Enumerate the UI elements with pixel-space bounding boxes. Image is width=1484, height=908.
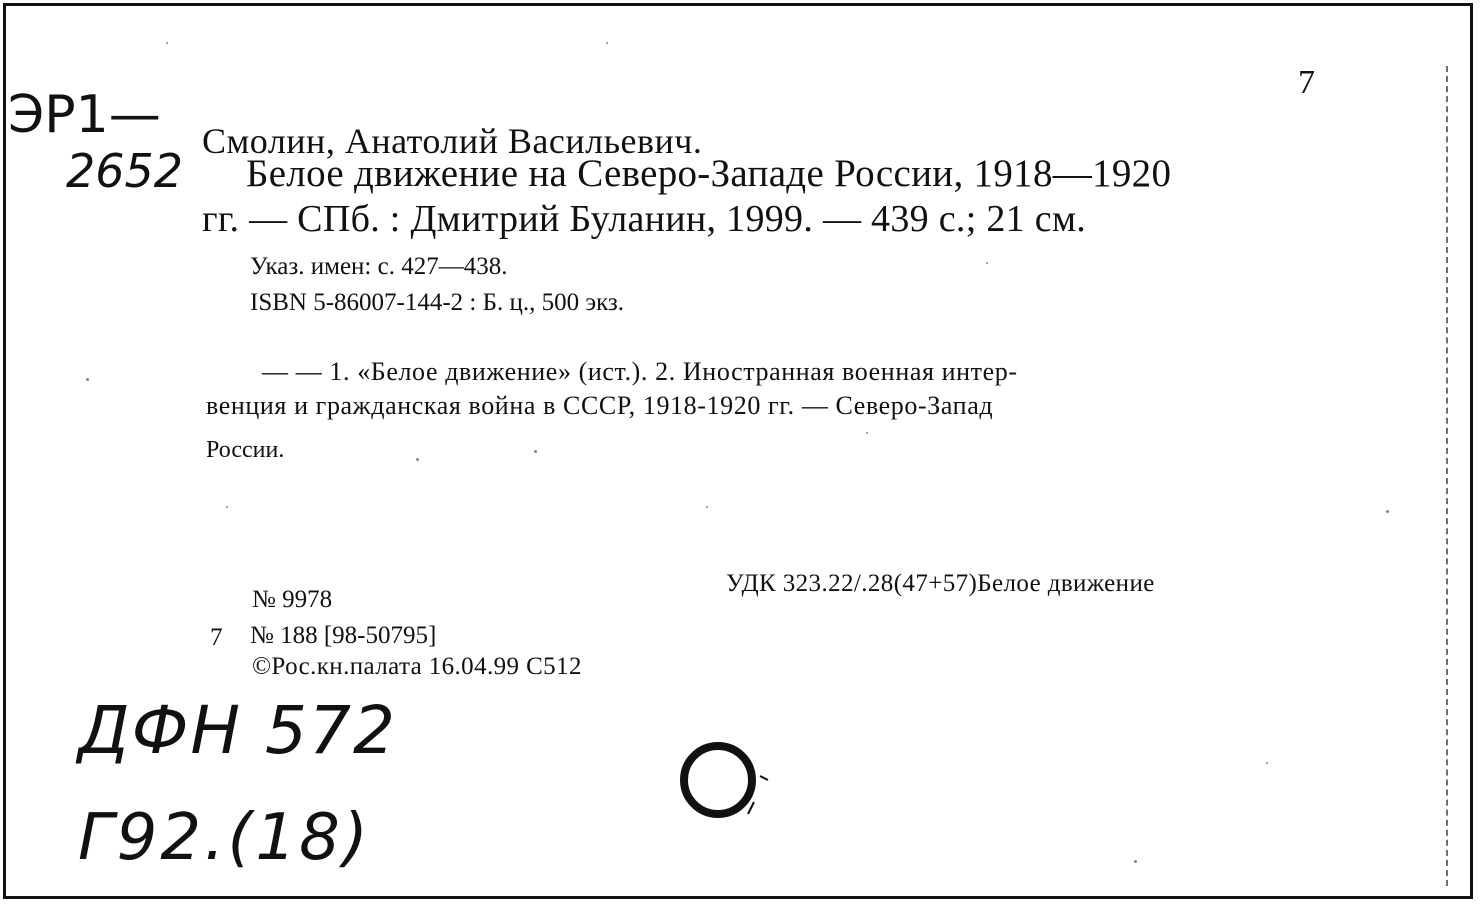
scan-speck bbox=[986, 262, 988, 264]
handwritten-shelf-mark-2: 2652 bbox=[66, 144, 184, 198]
handwritten-shelf-mark-4: Г92.(18) bbox=[78, 801, 371, 875]
scan-speck bbox=[706, 506, 708, 508]
title-line-1: Белое движение на Северо-Западе России, 1918—1920 bbox=[246, 152, 1172, 195]
scan-speck bbox=[1386, 510, 1389, 513]
card-number-2-prefix: 7 bbox=[210, 624, 223, 651]
scan-speck bbox=[1266, 762, 1268, 764]
card-number-1: № 9978 bbox=[252, 586, 333, 613]
scan-speck bbox=[1134, 860, 1137, 863]
page-number: 7 bbox=[1298, 64, 1315, 101]
scan-speck bbox=[226, 506, 228, 508]
card-edge-rule bbox=[1446, 66, 1451, 886]
handwritten-shelf-mark-1: ЭР1— bbox=[8, 85, 161, 145]
scan-speck bbox=[166, 42, 168, 44]
scan-speck bbox=[606, 42, 608, 44]
copyright-line: ©Рос.кн.палата 16.04.99 С512 bbox=[252, 653, 582, 680]
scan-speck bbox=[866, 432, 868, 434]
card-number-2: № 188 [98-50795] bbox=[250, 622, 437, 649]
circle-stamp-icon bbox=[674, 730, 770, 826]
scan-speck bbox=[86, 378, 89, 381]
subjects-line-2: венция и гражданская война в СССР, 1918-1920 гг. — Северо-Запад bbox=[206, 391, 994, 420]
udc-classification: УДК 323.22/.28(47+57)Белое движение bbox=[726, 570, 1155, 597]
handwritten-shelf-mark-3: ДФН 572 bbox=[78, 692, 397, 769]
scan-speck bbox=[416, 458, 419, 461]
scan-speck bbox=[534, 450, 537, 453]
author-heading: Смолин, Анатолий Васильевич. bbox=[202, 121, 703, 161]
title-line-2: гг. — СПб. : Дмитрий Буланин, 1999. — 439 с.; 21 см. bbox=[202, 198, 1087, 240]
subjects-line-3: России. bbox=[206, 437, 285, 463]
subjects-line-1: — — 1. «Белое движение» (ист.). 2. Иностранная военная интер- bbox=[262, 357, 1018, 386]
index-note: Указ. имен: с. 427—438. bbox=[250, 253, 508, 280]
catalog-card bbox=[3, 3, 1473, 899]
isbn-line: ISBN 5-86007-144-2 : Б. ц., 500 экз. bbox=[250, 289, 625, 316]
